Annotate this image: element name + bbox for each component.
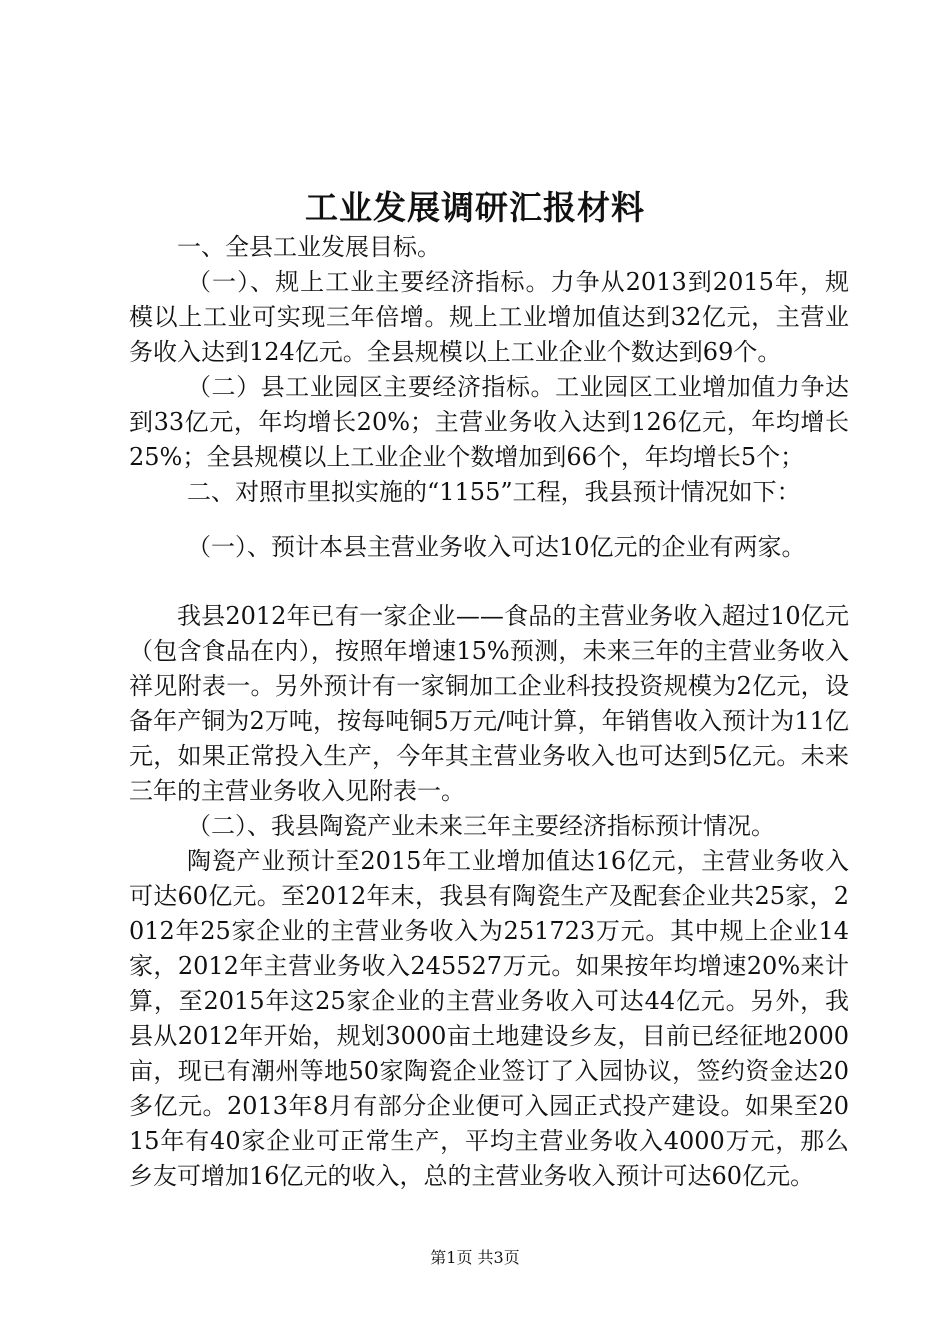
paragraph-item-1-2: （二）县工业园区主要经济指标。工业园区工业增加值力争达到33亿元，年均增长20%；主营业务收入达到126亿元，年均增长25%；全县规模以上工业企业个数增加到66个，年均增长5个； [129,373,849,471]
paragraph-item-2-1: （一）、预计本县主营业务收入可达10亿元的企业有两家。 [187,533,806,561]
document-body [129,230,849,1194]
paragraph-item-2-2: （二）、我县陶瓷产业未来三年主要经济指标预计情况。 [187,812,775,840]
paragraph-section-1: 一、全县工业发展目标。 [177,233,441,261]
paragraph-item-1-1: （一）、规上工业主要经济指标。力争从2013到2015年，规模以上工业可实现三年倍增。规上工业增加值达到32亿元，主营业务收入达到124亿元。全县规模以上工业企业个数达到69个。 [129,268,849,366]
paragraph-food-enterprise: 我县2012年已有一家企业——食品的主营业务收入超过10亿元（包含食品在内），按照年增速15%预测，未来三年的主营业务收入祥见附表一。另外预计有一家铜加工企业科技投资规模为2亿元，设备年产铜为2万吨，按每吨铜5万元/吨计算，年销售收入预计为11亿元，如果正常投入生产，今年其主营业务收入也可达到5亿元。未来三年的主营业务收入见附表一。 [129,602,849,805]
paragraph-section-2: 二、对照市里拟实施的“1155”工程，我县预计情况如下： [187,478,801,506]
page-footer: 第1页 共3页 [430,1248,520,1267]
document-title: 工业发展调研汇报材料 [305,188,645,227]
paragraph-ceramics: 陶瓷产业预计至2015年工业增加值达16亿元，主营业务收入可达60亿元。至2012年末，我县有陶瓷生产及配套企业共25家，2012年25家企业的主营业务收入为251723万元。其中规上企业14家，2012年主营业务收入245527万元。如果按年均增速20%来计算，至2015年这25家企业的主营业务收入可达44亿元。另外，我县从2012年开始，规划3000亩土地建设乡友，目前已经征地2000亩，现已有潮州等地50家陶瓷企业签订了入园协议，签约资金达20多亿元。2013年8月有部分企业便可入园正式投产建设。如果至2015年有40家企业可正常生产，平均主营业务收入4000万元，那么乡友可增加16亿元的收入，总的主营业务收入预计可达60亿元。 [129,847,849,1190]
